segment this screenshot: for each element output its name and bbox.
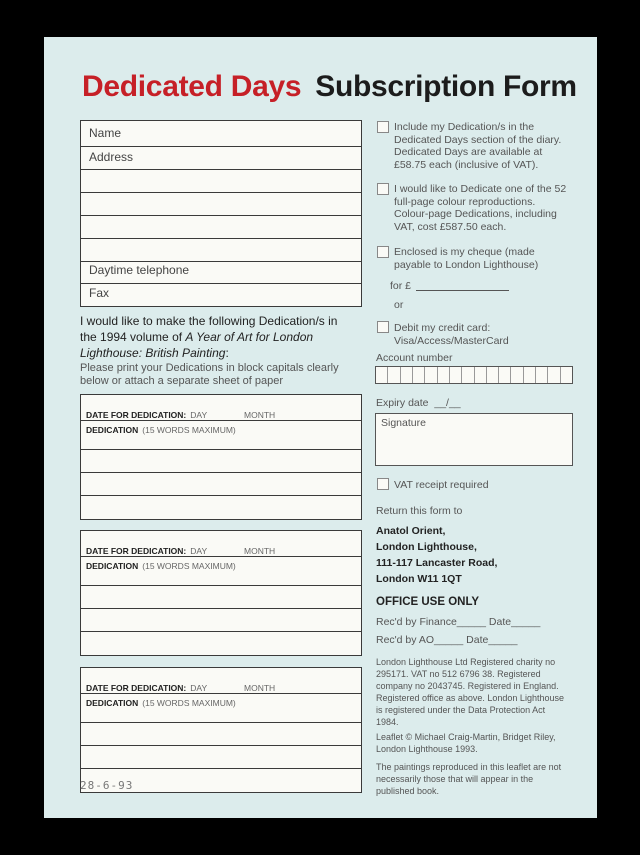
intro-line-1: I would like to make the following Dedication/s in — [80, 314, 338, 328]
month-label: MONTH — [244, 546, 276, 556]
contact-details-box — [80, 120, 362, 307]
or-label: or — [394, 299, 404, 311]
credit-card-checkbox[interactable] — [377, 321, 389, 333]
include-option-text: Include my Dedication/s in the Dedicated Days section of the diary. Dedicated Days are available at £58.75 each (inclusive of VAT). — [394, 121, 562, 171]
form-title — [82, 70, 582, 104]
expiry-date-field[interactable]: Expiry date __/__ — [376, 397, 461, 409]
signature-field[interactable] — [375, 413, 573, 466]
intro-note-2: below or attach a separate sheet of paper — [80, 375, 284, 387]
cheque-checkbox[interactable] — [377, 246, 389, 258]
paintings-disclaimer-text: The paintings reproduced in this leaflet are not necessarily those that will appear in the published book. — [376, 762, 562, 796]
date-for-dedication-label: DATE FOR DEDICATION: DAY — [86, 410, 208, 420]
ao-received-line: Rec'd by AO_____ Date_____ — [376, 634, 518, 646]
include-checkbox[interactable] — [377, 121, 389, 133]
name-field[interactable]: Name — [89, 126, 122, 140]
dedication-box-3 — [80, 667, 362, 793]
cheque-option-text: Enclosed is my cheque (made payable to London Lighthouse) — [394, 246, 539, 271]
month-label: MONTH — [244, 410, 276, 420]
form-sheet — [44, 37, 597, 818]
title-subscription-form: Subscription Form — [315, 70, 577, 103]
dedication-label: DEDICATION (15 WORDS MAXIMUM) — [86, 425, 236, 435]
address-field[interactable]: Address — [89, 150, 134, 164]
dedication-box-1 — [80, 394, 362, 520]
intro-line-3: Lighthouse: British Painting: — [80, 346, 229, 360]
return-intro: Return this form to — [376, 505, 463, 517]
account-number-label: Account number — [376, 352, 453, 364]
vat-receipt-checkbox[interactable] — [377, 478, 389, 490]
signature-label: Signature — [381, 417, 426, 429]
finance-received-line: Rec'd by Finance_____ Date_____ — [376, 616, 541, 628]
date-for-dedication-label: DATE FOR DEDICATION: DAY — [86, 683, 208, 693]
intro-note-1: Please print your Dedications in block capitals clearly — [80, 362, 339, 374]
fax-field[interactable]: Fax — [89, 286, 110, 300]
return-address: Anatol Orient, London Lighthouse, 111-117 Lancaster Road, London W11 1QT — [376, 525, 498, 585]
leaflet-credit-text: Leaflet © Michael Craig-Martin, Bridget Riley, London Lighthouse 1993. — [376, 732, 556, 754]
office-use-heading: OFFICE USE ONLY — [376, 596, 480, 608]
reproduction-option-text: I would like to Dedicate one of the 52 full-page colour reproductions. Colour-page Dedications, including VAT, cost £587.50 each. — [394, 183, 567, 233]
dedication-label: DEDICATION (15 WORDS MAXIMUM) — [86, 561, 236, 571]
vat-receipt-label: VAT receipt required — [394, 479, 489, 491]
date-for-dedication-label: DATE FOR DEDICATION: DAY — [86, 546, 208, 556]
registered-charity-text: London Lighthouse Ltd Registered charity no 295171. VAT no 512 6796 38. Registered company no 2043745. Registered in England. Registered office as above. London Lighthouse is registered under the Data Protection Act 1984. — [376, 657, 564, 727]
title-dedicated-days: Dedicated Days — [82, 70, 302, 103]
handwritten-date: 28-6-93 — [80, 779, 134, 792]
amount-field[interactable] — [416, 290, 509, 291]
for-amount-label: for £ — [390, 280, 412, 292]
month-label: MONTH — [244, 683, 276, 693]
dedication-label: DEDICATION (15 WORDS MAXIMUM) — [86, 698, 236, 708]
daytime-telephone-field[interactable]: Daytime telephone — [89, 263, 190, 277]
dedication-box-2 — [80, 530, 362, 656]
reproduction-checkbox[interactable] — [377, 183, 389, 195]
credit-card-option-text: Debit my credit card: Visa/Access/MasterCard — [394, 322, 509, 347]
account-number-field[interactable] — [375, 366, 573, 384]
intro-line-2: the 1994 volume of A Year of Art for London — [80, 330, 314, 344]
